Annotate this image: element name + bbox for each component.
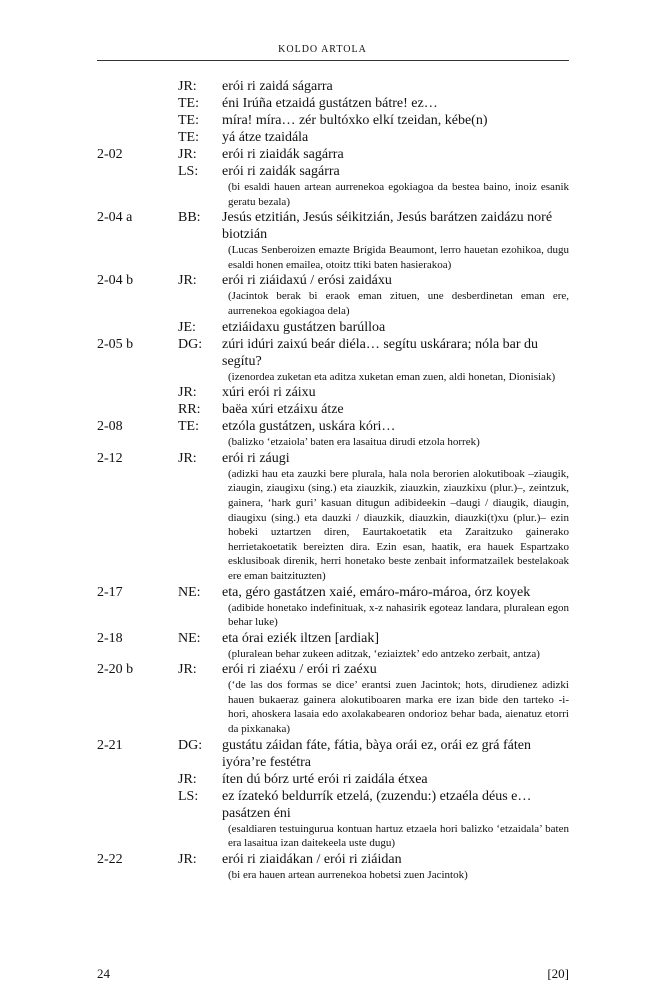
entry-row [97,661,569,736]
entry-row [97,78,569,95]
entry-row [97,146,569,163]
entry-id: 2-18 [97,630,123,646]
entry-row [97,450,569,584]
entry-text: etziáidaxu gustátzen barúlloa [222,319,386,335]
entry-text: xúri erói ri záixu [222,385,316,401]
entry-id: 2-02 [97,147,123,162]
entry-id: 2-22 [97,851,123,867]
entry-body [222,163,569,209]
entry-body [222,384,569,401]
entry-body [222,129,569,146]
entry-body [222,418,569,450]
entry-speaker: JR: [178,450,197,466]
entry-note: (Lucas Senberoizen emazte Brígida Beaumont, lerro hauetan ezohikoa, dugu esaldi honen emailea, otoitz ttiki baten hasierakoa) [228,244,569,271]
entry-id: 2-12 [97,450,123,466]
entry-speaker: JR: [178,273,197,289]
entry-note: (adizki hau eta zauzki bere plurala, hala nola berorien alokutiboak –ziaugik, ziaugin, ziaugixu (sing.) eta ziauzkik, ziauzkin, ziauzkixu (plur.)–, zeintzuk, gainera, ‘hark guri’ kasuan ditugun adibideekin –daugi / diaugik, diaugin, diaugixu (sing.) eta dauzki / diauzkik, diauzkin, diauzki(t)xu (plur.)– ezin hobeki uztartzen diren, Eaurtakoetatik eta Zaraitzuko gainerako herrietakoetatik bereizten dira. Ezin esan, haatik, era hauek Espartzako esklusiboak direnik, herri honetako beste zenbait informatzailek bestelakoak ere eman baitzituzten) [228,467,569,582]
entry-row [97,771,569,788]
entry-speaker: JR: [178,147,197,162]
entry-speaker: JR: [178,79,197,94]
entry-note: (izenordea zuketan eta aditza xuketan eman zuen, aldi honetan, Dionisiak) [228,370,556,383]
entry-row [97,584,569,630]
entry-body [222,450,569,584]
entry-body [222,584,569,630]
entry-row [97,163,569,209]
page-code: [20] [547,966,569,981]
entry-body [222,319,569,336]
entry-body [222,112,569,129]
entry-speaker: DG: [178,336,203,352]
entry-row [97,851,569,883]
entry-row [97,95,569,112]
entry-body [222,95,569,112]
entry-row [97,129,569,146]
entry-text: erói ri zaidá ságarra [222,79,333,94]
entry-row [97,737,569,771]
entry-row [97,384,569,401]
header-rule [97,60,569,61]
entry-row [97,209,569,272]
entry-note: (esaldiaren testuingurua kontuan hartuz etzaela hori balizko ‘etzaidala’ baten era lasaitua izan daitekeela uste dugu) [228,822,569,850]
entries-list [97,78,569,882]
entry-speaker: BB: [178,210,201,226]
entry-text: eta, géro gastátzen xaié, emáro-máro-mároa, órz koyek [222,584,531,600]
entry-speaker: LS: [178,164,199,179]
entry-speaker: JR: [178,662,197,678]
entry-body [222,209,569,272]
entry-body [222,788,569,851]
entry-note: (adibide honetako indefinituak, x-z nahasirik egoteaz landara, pluralean egon behar luke) [228,601,569,629]
entry-row [97,272,569,318]
entry-text: baëa xúri etzáixu átze [222,402,344,418]
entry-text: míra! míra… zér bultóxko elkí tzeidan, kébe(n) [222,113,488,128]
running-header: KOLDO ARTOLA [278,44,367,55]
entry-text: éni Irúña etzaidá gustátzen bátre! ez… [222,96,438,111]
entry-body [222,146,569,163]
entry-note: (Jacintok berak bi eraok eman zituen, une desberdinetan eman ere, aurrenekoa egokiagoa dela) [228,290,569,317]
entry-text: erói ri záugi [222,450,290,466]
entry-text: zúri idúri zaixú beár diéla… segítu uskárara; nóla bar du segítu? [222,336,539,369]
entry-speaker: JR: [178,385,197,401]
entry-note: (bi esaldi hauen artean aurrenekoa egokiagoa da bestea baino, inoiz esanik geratu bezala) [228,181,569,208]
entry-body [222,336,569,385]
entry-id: 2-05 b [97,336,134,352]
entry-text: erói ri ziaéxu / erói ri zaéxu [222,662,377,678]
entry-row [97,418,569,450]
entry-note: (‘de las dos formas se dice’ erantsi zuen Jacintok; hots, dirudienez adizki hauen bukaeraz gainera alokutiboaren marka ere izan bide den tarteko -i- hori, ahoskera lasaia edo axolakabearen ondorioz behar bada, aienatuz etorri da pixkanaka) [228,679,569,736]
entry-speaker: TE: [178,130,199,145]
entry-text: gustátu záidan fáte, fátia, bàya orái ez, orái ez grá fáten iyóra’re festétra [222,737,531,770]
entry-row [97,336,569,385]
entry-note: (pluralean behar zukeen aditzak, ‘eziaiztek’ edo antzeko zerbait, antza) [228,647,540,660]
entry-id: 2-21 [97,737,123,753]
entry-note: (bi era hauen artean aurrenekoa hobetsi zuen Jacintok) [228,868,468,881]
entry-body [222,771,569,788]
entry-speaker: JR: [178,771,197,787]
entry-id: 2-17 [97,584,123,600]
entry-row [97,319,569,336]
entry-speaker: LS: [178,788,199,804]
entry-speaker: JR: [178,851,197,867]
entry-note: (balizko ‘etzaiola’ baten era lasaitua dirudi etzola horrek) [228,436,480,449]
entry-row [97,112,569,129]
entry-id: 2-20 b [97,662,134,678]
entry-id: 2-08 [97,419,123,435]
entry-speaker: NE: [178,630,201,646]
entry-row [97,630,569,662]
entry-id: 2-04 b [97,273,134,289]
entry-text: erói ri zaidák sagárra [222,164,340,179]
page-number: 24 [97,966,110,981]
entry-row [97,788,569,851]
entry-text: yá átze tzaidála [222,130,309,145]
entry-text: ez ízatekó beldurrík etzelá, (zuzendu:) etzaéla déus e… pasátzen éni [222,788,532,821]
entry-text: eta órai eziék iltzen [ardiak] [222,630,380,646]
entry-speaker: DG: [178,737,203,753]
entry-body [222,272,569,318]
entry-text: íten dú bórz urté erói ri zaidála étxea [222,771,428,787]
entry-text: Jesús etzitián, Jesús séikitzián, Jesús barátzen zaidázu noré biotzián [222,210,553,243]
entry-text: erói ri ziáidaxú / erósi zaidáxu [222,273,392,289]
entry-body [222,851,569,883]
entry-body [222,661,569,736]
entry-speaker: RR: [178,402,201,418]
entry-speaker: TE: [178,113,199,128]
entry-text: erói ri ziaidák sagárra [222,147,344,162]
entry-row [97,401,569,418]
entry-text: erói ri ziaidákan / erói ri ziáidan [222,851,402,867]
entry-body [222,737,569,771]
entry-id: 2-04 a [97,210,133,226]
entry-speaker: JE: [178,319,196,335]
entry-speaker: NE: [178,584,201,600]
entry-body [222,78,569,95]
entry-body [222,401,569,418]
entry-body [222,630,569,662]
entry-speaker: TE: [178,96,199,111]
entry-speaker: TE: [178,419,199,435]
entry-text: etzóla gustátzen, uskára kóri… [222,419,396,435]
